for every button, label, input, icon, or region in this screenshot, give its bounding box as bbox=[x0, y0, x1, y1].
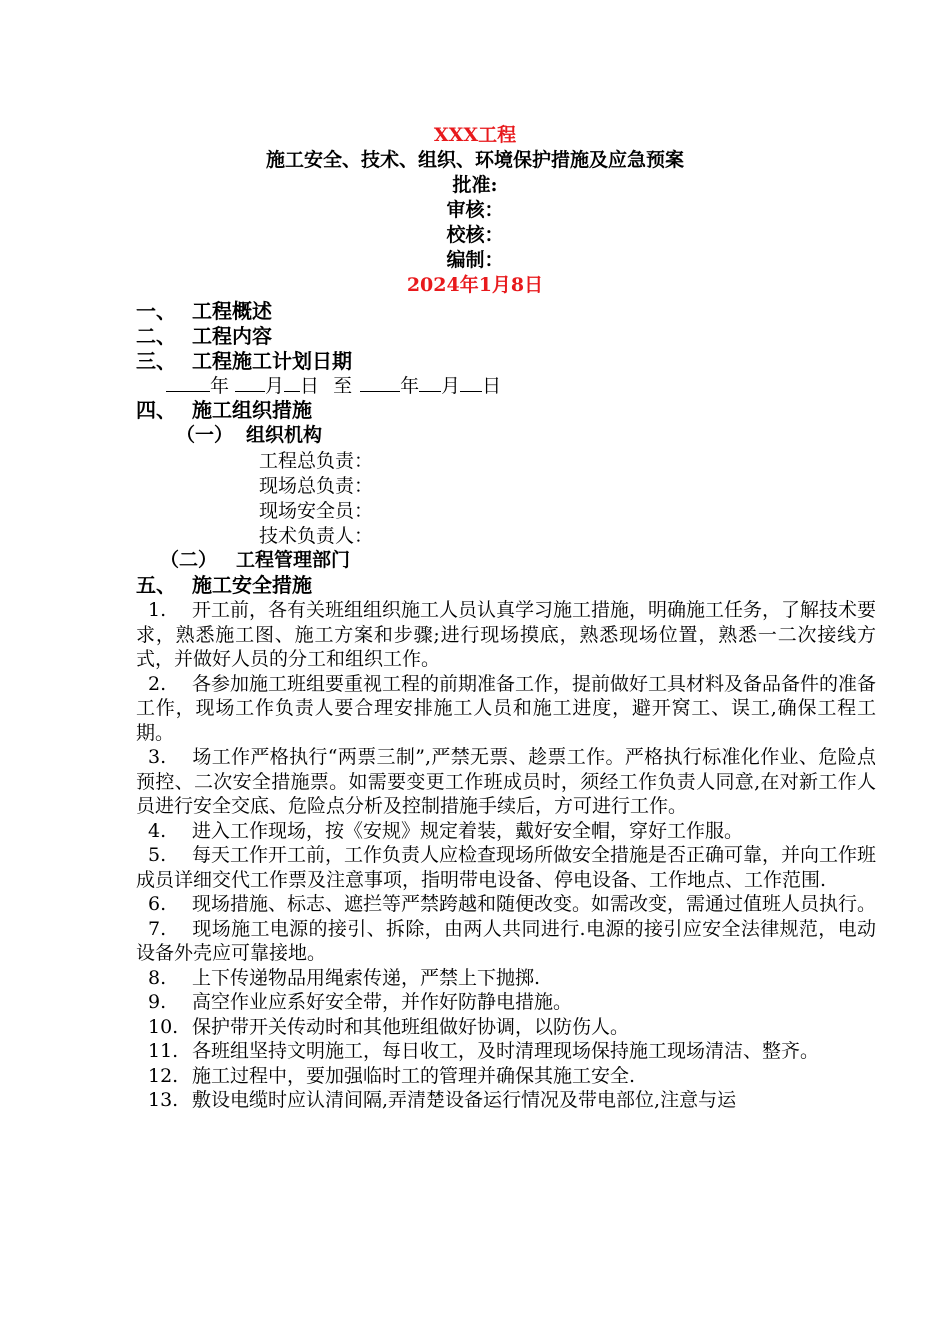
org-field-site-chief: 现场总负责： bbox=[259, 475, 374, 497]
review-line: 审核： bbox=[446, 199, 504, 221]
document-date: 2024年1月8日 bbox=[406, 274, 544, 296]
section-1-heading: 一、 工程概述 bbox=[136, 299, 272, 323]
safety-item-list bbox=[136, 598, 876, 1113]
list-item: 9. 高空作业应系好安全带，并作好防静电措施。 bbox=[148, 991, 573, 1013]
cover-block bbox=[0, 123, 950, 298]
list-item: 1. 开工前，各有关班组组织施工人员认真学习施工措施，明确施工任务，了解技术要求，熟悉施工图、施工方案和步骤;进行现场摸底，熟悉现场位置，熟悉一二次接线方式，并做好人员的分工和组织工作。 bbox=[136, 599, 877, 670]
list-item: 13. 敷设电缆时应认清间隔,弄清楚设备运行情况及带电部位,注意与运 bbox=[148, 1089, 737, 1111]
subsection-4-2-heading: （二） 工程管理部门 bbox=[160, 549, 351, 571]
list-item: 10. 保护带开关传动时和其他班组做好协调，以防伤人。 bbox=[148, 1015, 630, 1038]
section-2-heading: 二、 工程内容 bbox=[136, 324, 272, 348]
list-item: 3. 场工作严格执行“两票三制”,严禁无票、趁票工作。严格执行标准化作业、危险点预控、二次安全措施票。如需要变更工作班成员时，须经工作负责人同意,在对新工作人员进行安全交底、危险点分析及控制措施手续后，方可进行工作。 bbox=[136, 746, 876, 817]
section-5-heading: 五、 施工安全措施 bbox=[136, 573, 312, 597]
list-item: 11. 各班组坚持文明施工，每日收工，及时清理现场保持施工现场清洁、整齐。 bbox=[148, 1040, 820, 1062]
org-field-safety-officer: 现场安全员： bbox=[259, 500, 374, 522]
list-item: 6. 现场措施、标志、遮拦等严禁跨越和随便改变。如需改变，需通过值班人员执行。 bbox=[148, 893, 877, 915]
subsection-4-1-heading: （一） 组织机构 bbox=[176, 424, 323, 446]
plan-date-range: 年 月 日 至 年 月 日 bbox=[166, 373, 501, 399]
document-title: 施工安全、技术、组织、环境保护措施及应急预案 bbox=[265, 149, 684, 171]
project-name: XXX工程 bbox=[433, 124, 517, 146]
list-item: 7. 现场施工电源的接引、拆除，由两人共同进行.电源的接引应安全法律规范，电动设备外壳应可靠接地。 bbox=[136, 917, 876, 964]
list-item: 5. 每天工作开工前，工作负责人应检查现场所做安全措施是否正确可靠，并向工作班成员详细交代工作票及注意事项，指明带电设备、停电设备、工作地点、工作范围. bbox=[136, 844, 877, 891]
check-line: 校核： bbox=[446, 224, 504, 246]
section-4-heading: 四、 施工组织措施 bbox=[136, 398, 312, 422]
list-item: 2. 各参加施工班组要重视工程的前期准备工作，提前做好工具材料及备品备件的准备工作，现场工作负责人要合理安排施工人员和施工进度，避开窝工、误工,确保工程工期。 bbox=[136, 672, 877, 744]
list-item: 12. 施工过程中，要加强临时工的管理并确保其施工安全. bbox=[148, 1064, 636, 1087]
compile-line: 编制： bbox=[446, 249, 504, 271]
org-field-tech-lead: 技术负责人： bbox=[259, 525, 374, 547]
org-field-chief: 工程总负责： bbox=[259, 450, 374, 472]
approve-line: 批准: bbox=[452, 174, 498, 196]
list-item: 8. 上下传递物品用绳索传递，严禁上下抛掷. bbox=[148, 966, 541, 989]
section-3-heading: 三、 工程施工计划日期 bbox=[136, 349, 352, 373]
list-item: 4. 进入工作现场，按《安规》规定着装，戴好安全帽，穿好工作服。 bbox=[148, 819, 744, 842]
